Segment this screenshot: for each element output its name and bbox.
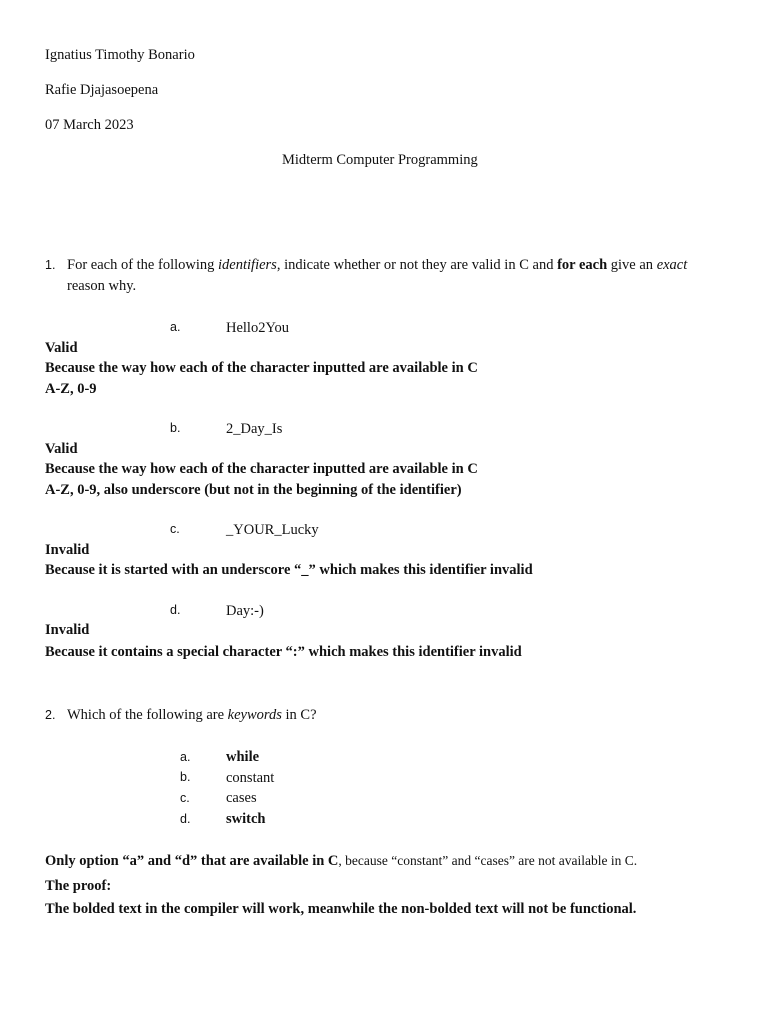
identifier: Hello2You — [226, 320, 289, 336]
verdict: Valid — [45, 340, 78, 356]
reason: Because the way how each of the character inputted are available in C — [45, 360, 478, 376]
author-name-1: Ignatius Timothy Bonario — [45, 47, 195, 63]
option-word: switch — [226, 811, 266, 827]
option-word: cases — [226, 790, 257, 806]
reason-detail: A-Z, 0-9 — [45, 381, 97, 397]
item-letter: d. — [170, 603, 181, 617]
question-1-text: For each of the following identifiers, indicate whether or not they are valid in C and for each give an exact — [67, 257, 688, 273]
identifier: _YOUR_Lucky — [226, 522, 319, 538]
answer-text: Only option “a” and “d” that are available in C, because “constant” and “cases” are not available in C. — [45, 853, 638, 869]
item-letter: c. — [170, 522, 180, 536]
reason-detail: A-Z, 0-9, also underscore (but not in the beginning of the identifier) — [45, 482, 462, 498]
item-letter: b. — [170, 421, 181, 435]
question-2-text: Which of the following are keywords in C? — [67, 707, 317, 723]
option-letter: a. — [180, 750, 191, 764]
option-word: while — [226, 749, 260, 765]
reason: Because the way how each of the character inputted are available in C — [45, 461, 478, 477]
option-letter: d. — [180, 812, 191, 826]
identifier: Day:-) — [226, 603, 264, 619]
document-date: 07 March 2023 — [45, 117, 134, 133]
item-letter: a. — [170, 320, 181, 334]
proof-label: The proof: — [45, 878, 112, 894]
proof-text: The bolded text in the compiler will work, meanwhile the non-bolded text will not be functional. — [45, 901, 637, 917]
identifier: 2_Day_Is — [226, 421, 283, 437]
question-1-number: 1. — [45, 258, 56, 272]
reason: Because it is started with an underscore “_” which makes this identifier invalid — [45, 562, 533, 578]
verdict: Valid — [45, 441, 78, 457]
verdict: Invalid — [45, 622, 90, 638]
option-letter: c. — [180, 791, 190, 805]
reason: Because it contains a special character “:” which makes this identifier invalid — [45, 644, 522, 660]
question-2-number: 2. — [45, 708, 56, 722]
question-1-text-cont: reason why. — [67, 278, 137, 294]
document-title: Midterm Computer Programming — [282, 152, 478, 168]
verdict: Invalid — [45, 542, 90, 558]
option-letter: b. — [180, 770, 191, 784]
author-name-2: Rafie Djajasoepena — [45, 82, 159, 98]
option-word: constant — [226, 770, 275, 786]
